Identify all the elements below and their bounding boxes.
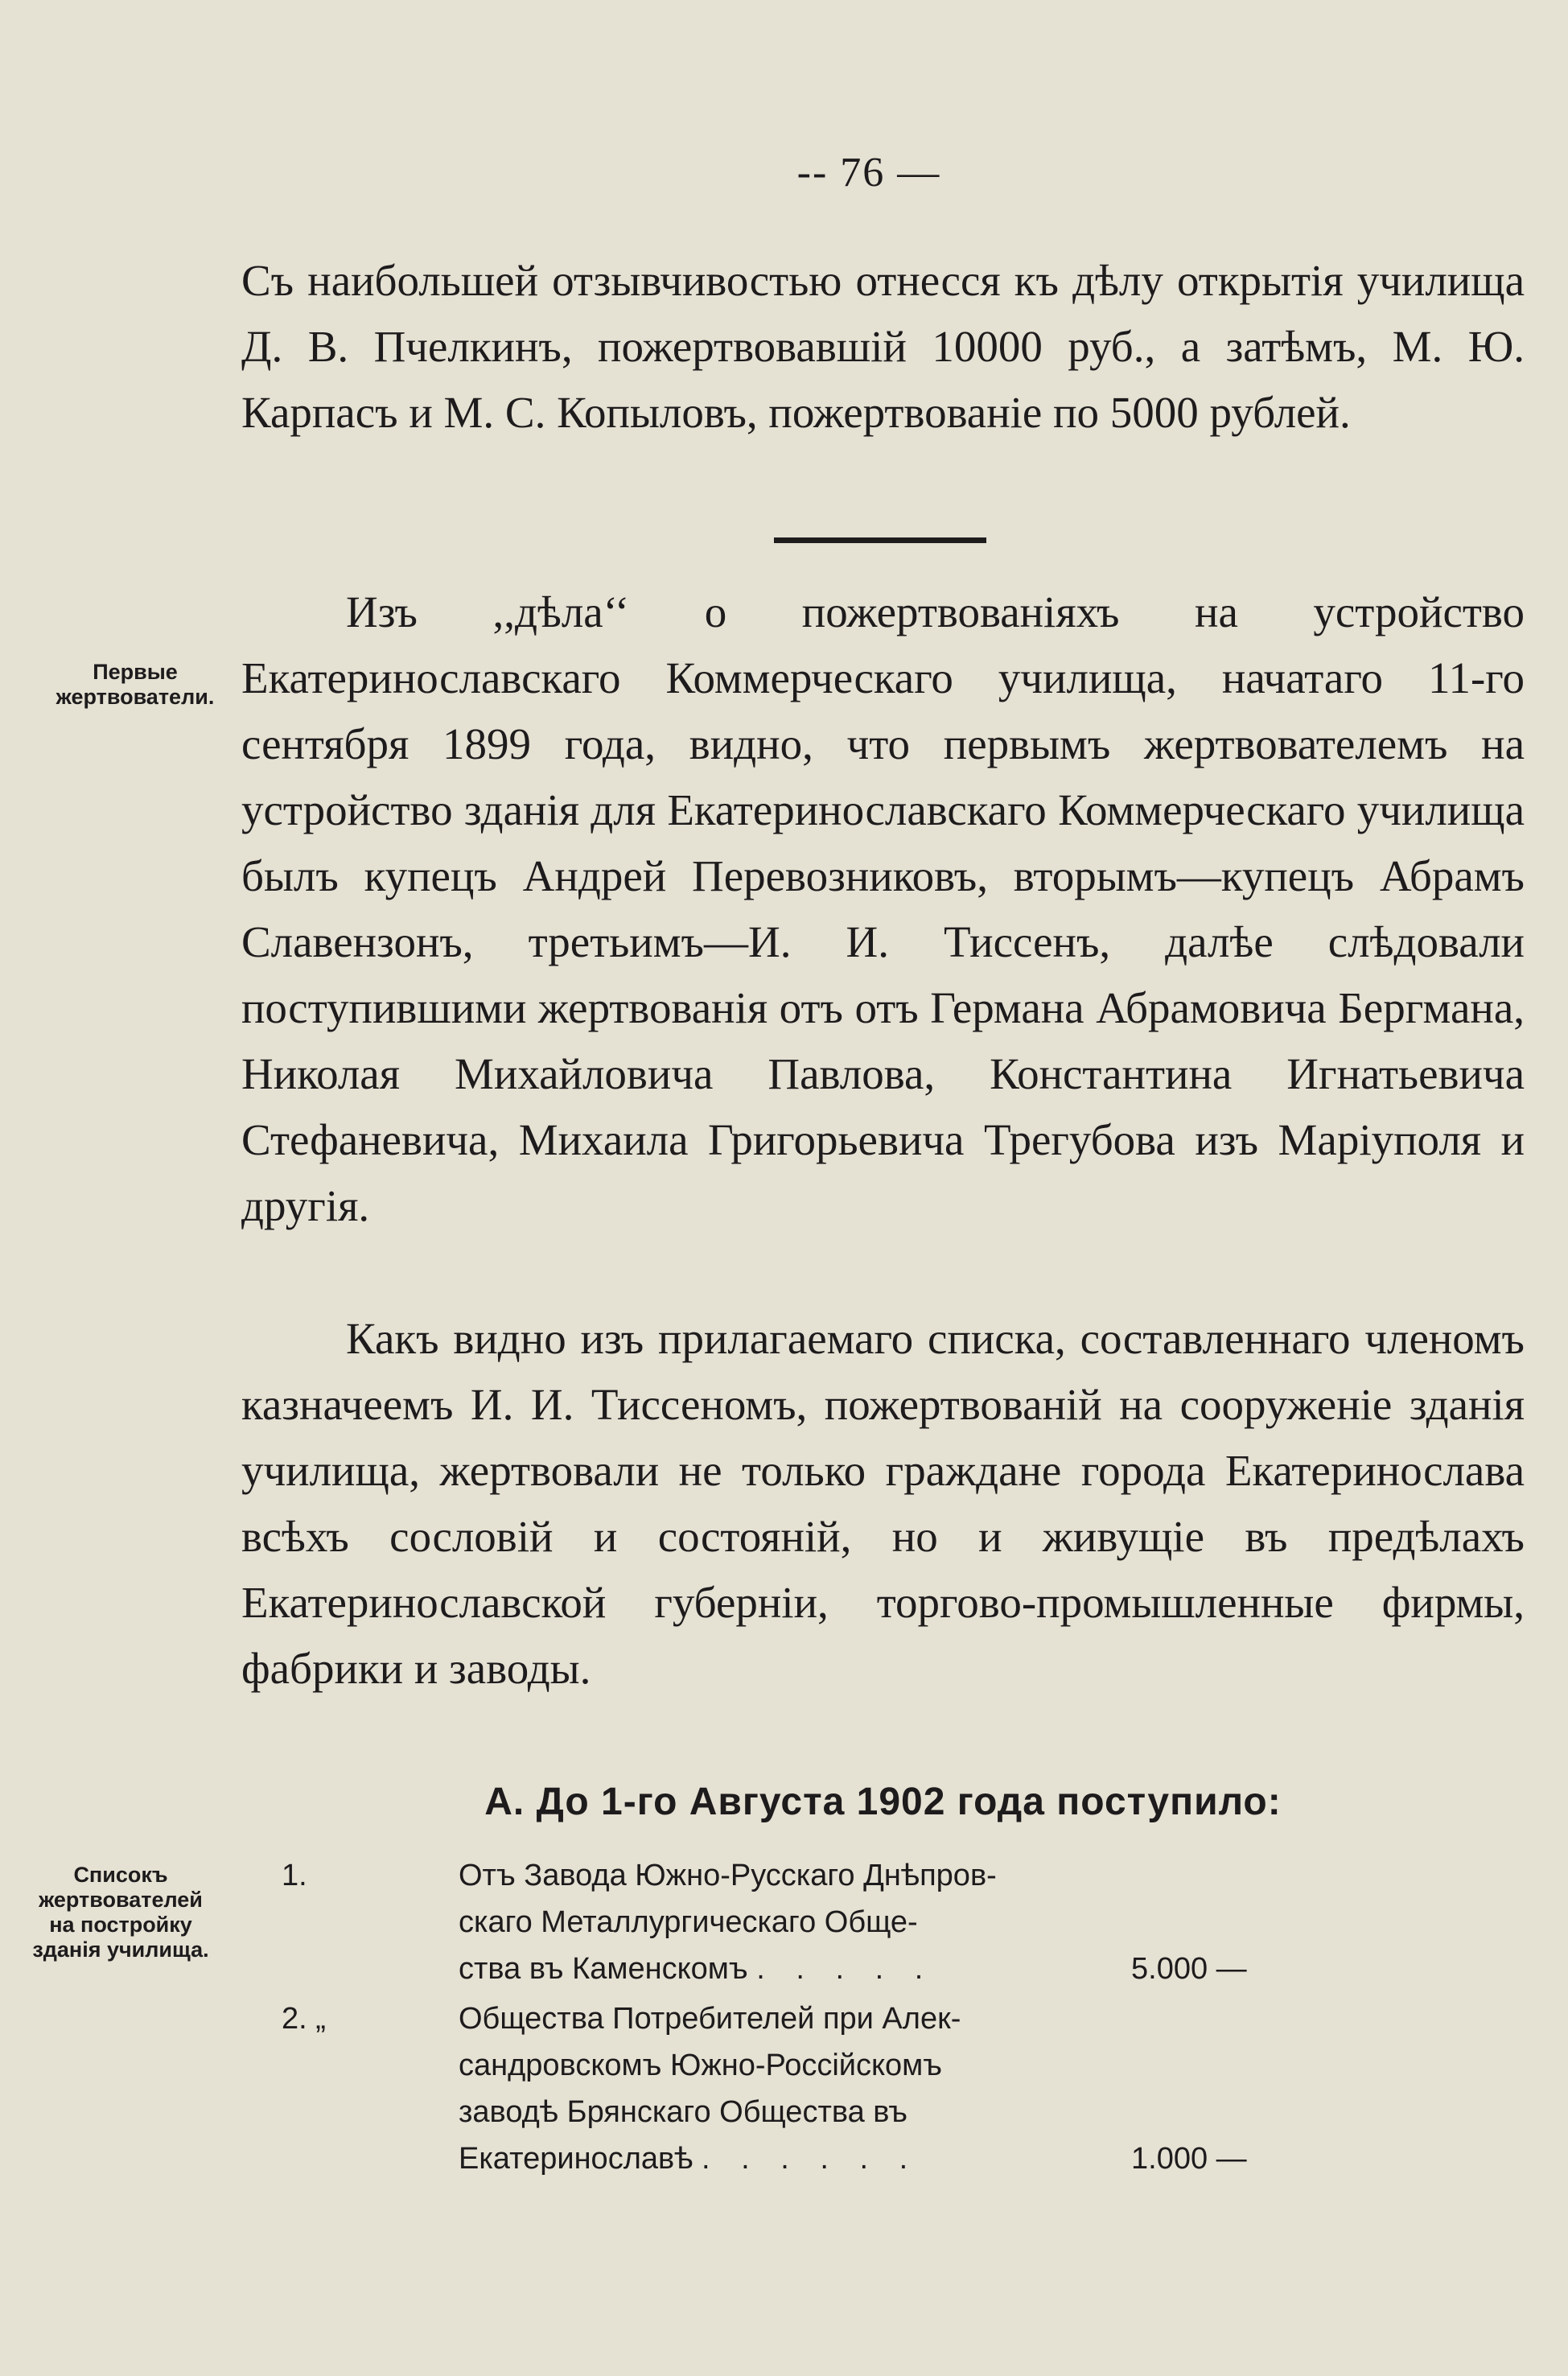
- item-line: сандровскомъ Южно-Россійскомъ: [459, 2049, 943, 2082]
- page-number: -- 76 —: [796, 150, 941, 196]
- leader-dots: . . . . . .: [702, 2142, 920, 2176]
- paragraph-3: Какъ видно изъ прилагаемаго списка, составленнаго членомъ казначеемъ И. И. Тиссеномъ, пожертвованій на сооруженіе зданія училища, жертвовали не только граждане города Екатеринослава всѣхъ сословій и состояній, но и живущіе въ предѣлахъ Екатеринославской губерніи, торгово-промышленные фирмы, фабрики и заводы.: [241, 1314, 1525, 1693]
- item-number: 1.: [282, 1859, 307, 1892]
- paragraph-1: Съ наибольшей отзывчивостью отнесся къ дѣлу открытія училища Д. В. Пчелкинъ, пожертвовавшій 10000 руб., а затѣмъ, М. Ю. Карпасъ и М. С. Копыловъ, пожертвованіе по 5000 рублей.: [241, 256, 1525, 437]
- donation-list: [282, 1852, 1368, 2185]
- paragraph-2: Изъ ,,дѣла‘‘ о пожертвованіяхъ на устройство Екатеринославскаго Коммерческаго училища, начатаго 11-го сентября 1899 года, видно, что первымъ жертвователемъ на устройство зданія для Екатеринославскаго Коммерческаго училища былъ купецъ Андрей Перевозниковъ, вторымъ—купецъ Абрамъ Славензонъ, третьимъ—И. И. Тиссенъ, далѣе слѣдовали поступившими жертвованія отъ отъ Германа Абрамовича Бергмана, Николая Михайловича Павлова, Константина Игнатьевича Стефаневича, Михаила Григорьевича Трегубова изъ Маріуполя и другія.: [241, 587, 1525, 1230]
- margin-note-donor-list: Списокъ жертвователей на постройку зданія училища.: [32, 1863, 209, 1962]
- item-number: 2. „: [282, 2002, 326, 2036]
- donation-item: [282, 1852, 1368, 1992]
- section-divider: [774, 537, 986, 543]
- item-line: Общества Потребителей при Алек-: [459, 2002, 961, 2036]
- item-line: заводѣ Брянскаго Общества въ: [459, 2095, 907, 2129]
- item-line: Отъ Завода Южно-Русскаго Днѣпров-: [459, 1859, 997, 1892]
- item-line: Екатеринославѣ: [459, 2142, 693, 2176]
- item-line: скаго Металлургическаго Обще-: [459, 1905, 918, 1939]
- margin-note-first-donors: Первые жертвователи.: [56, 660, 215, 709]
- donation-amount: 1.000 —: [1131, 2142, 1247, 2176]
- item-line: ства въ Каменскомъ: [459, 1952, 748, 1986]
- leader-dots: . . . . .: [756, 1952, 935, 1986]
- donation-amount: 5.000 —: [1131, 1952, 1247, 1986]
- section-heading: А. До 1-го Августа 1902 года поступило:: [484, 1781, 1282, 1823]
- donation-item: [282, 1995, 1368, 2182]
